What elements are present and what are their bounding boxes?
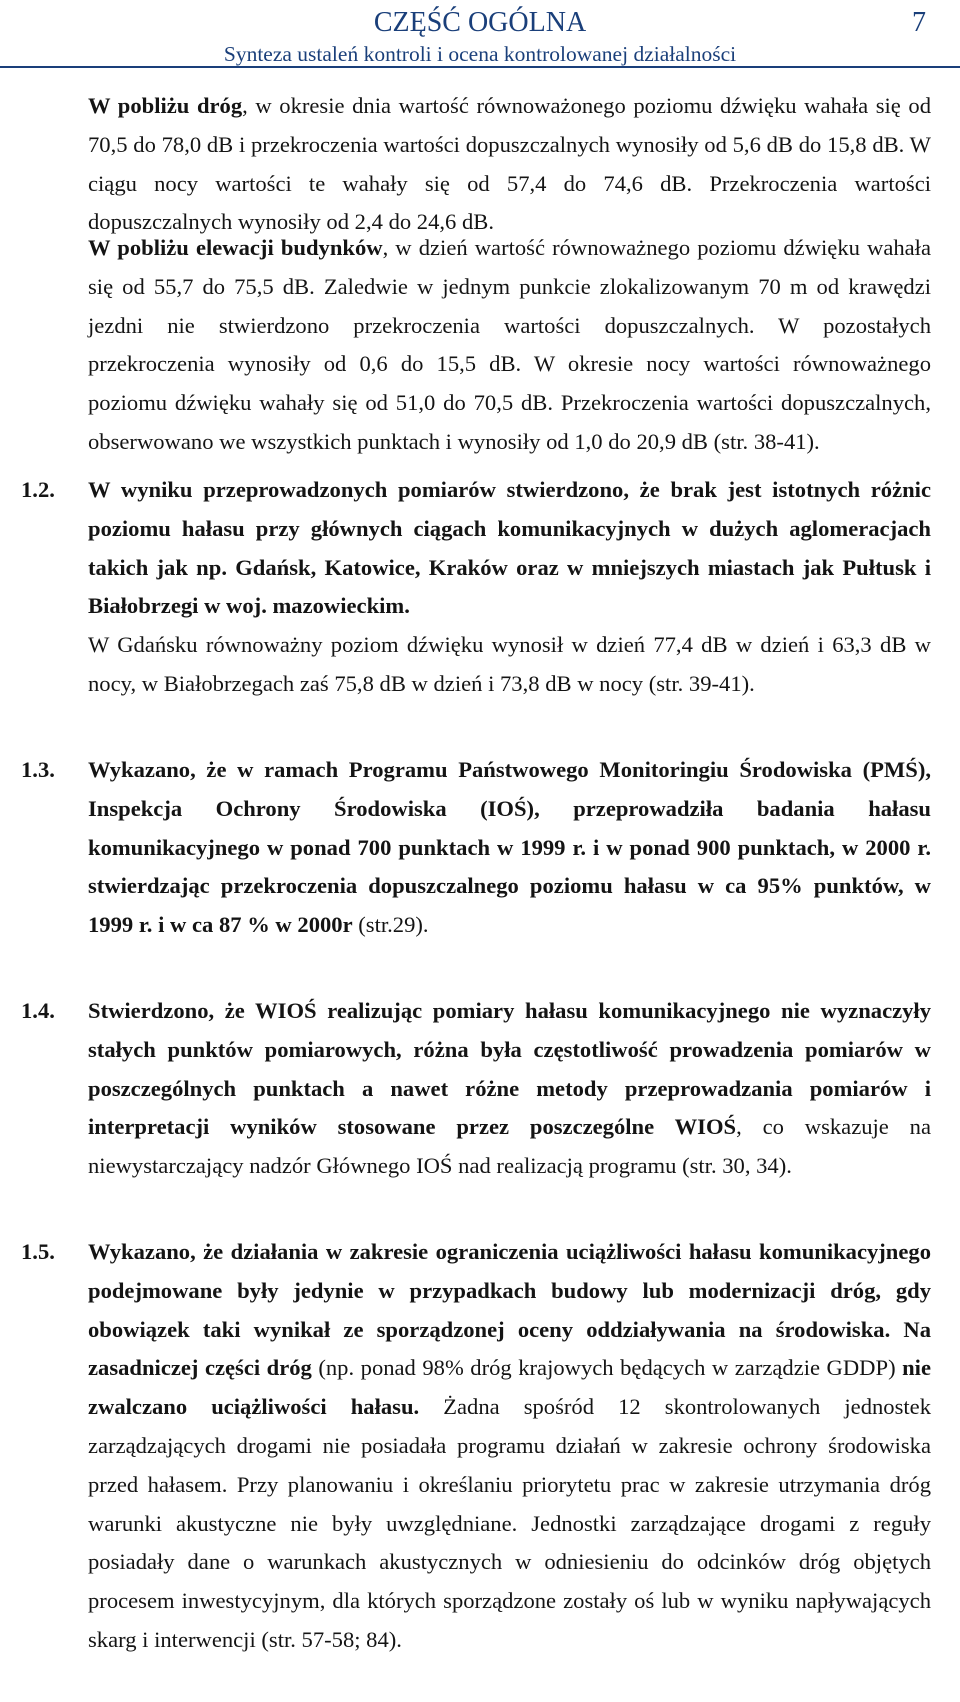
item-1-4-text: , co wskazuje na niewystarczający nadzór Głównego IOŚ nad realizacją programu (str. 30, 34).	[88, 1114, 931, 1179]
item-number-1-5: 1.5.	[21, 1239, 55, 1264]
paragraph-roads	[88, 87, 931, 242]
paragraph-facades-lead: W pobliżu elewacji budynków	[88, 235, 383, 260]
paragraph-facades	[88, 229, 931, 462]
header-subtitle: Synteza ustaleń kontroli i ocena kontrolowanej działalności	[223, 42, 737, 66]
header-divider	[0, 66, 960, 68]
item-1-5-text-mid: (np. ponad 98% dróg krajowych będących w zarządzie GDDP)	[311, 1355, 903, 1381]
item-1-5	[88, 1233, 931, 1660]
item-number-1-2: 1.2.	[21, 477, 55, 502]
item-number-1-4: 1.4.	[21, 998, 55, 1023]
item-number-1-3: 1.3.	[21, 757, 55, 782]
item-1-2	[88, 471, 931, 704]
item-1-3-bold: Wykazano, że w ramach Programu Państwowego Monitoringiu Środowiska (PMŚ), Inspekcja Ochrony Środowiska (IOŚ), przeprowadziła badania hałasu komunikacyjnego w ponad 700 punktach w 1999 r. i w ponad 900 punktach, w 2000 r. stwierdzając przekroczenia dopuszczalnego poziomu hałasu w ca 95% punktów, w 1999 r. i w ca 87 % w 2000r	[88, 757, 931, 938]
paragraph-facades-text: , w dzień wartość równoważnego poziomu dźwięku wahała się od 55,7 do 75,5 dB. Zaledwie w jednym punkcie zlokalizowanym 70 m od krawędzi jezdni nie stwierdzono przekroczenia wartości dopuszczalnych. W pozostałych przekroczenia wynosiły od 0,6 do 15,5 dB. W okresie nocy wartości równoważnego poziomu dźwięku wahały się od 51,0 do 70,5 dB. Przekroczenia wartości dopuszczalnych, obserwowano we wszystkich punktach i wynosiły od 1,0 do 20,9 dB (str. 38-41).	[88, 235, 931, 454]
item-1-4	[88, 992, 931, 1186]
item-1-4-bold: Stwierdzono, że WIOŚ realizując pomiary hałasu komunikacyjnego nie wyznaczyły stałych punktów pomiarowych, różna była częstotliwość prowadzenia pomiarów w poszczególnych punktach a nawet różne metody przeprowadzania pomiarów i interpretacji wyników stosowane przez poszczególne WIOŚ	[88, 998, 931, 1140]
page-number: 7	[912, 7, 926, 38]
header-title: CZĘŚĆ OGÓLNA	[373, 7, 587, 38]
paragraph-roads-lead: W pobliżu dróg	[88, 93, 243, 118]
paragraph-roads-text: , w okresie dnia wartość równoważonego poziomu dźwięku wahała się od 70,5 do 78,0 dB i przekroczenia wartości dopuszczalnych wynosiły od 5,6 dB do 15,8 dB. W ciągu nocy wartości te wahały się od 57,4 do 74,6 dB. Przekroczenia wartości dopuszczalnych wynosiły od 2,4 do 24,6 dB.	[88, 93, 932, 235]
item-1-2-text: W Gdańsku równoważny poziom dźwięku wynosił w dzień 77,4 dB w dzień i 63,3 dB w nocy, w Białobrzegach zaś 75,8 dB w dzień i 73,8 dB w nocy (str. 39-41).	[88, 632, 931, 696]
item-1-3-text: (str.29).	[352, 912, 429, 938]
item-1-2-bold: W wyniku przeprowadzonych pomiarów stwierdzono, że brak jest istotnych różnic poziomu hałasu przy głównych ciągach komunikacyjnych w dużych aglomeracjach takich jak np. Gdańsk, Katowice, Kraków oraz w mniejszych miastach jak Pułtusk i Białobrzegi w woj. mazowieckim.	[88, 477, 931, 619]
item-1-5-bold: Wykazano, że działania w zakresie ograniczenia uciążliwości hałasu komunikacyjnego podejmowane były jedynie w przypadkach budowy lub modernizacji dróg, gdy obowiązek taki wynikał ze sporządzonej oceny oddziaływania na środowiska. Na zasadniczej części dróg	[88, 1239, 931, 1381]
item-1-5-bold2: nie zwalczano uciążliwości hałasu.	[88, 1355, 931, 1420]
item-1-3	[88, 751, 931, 945]
item-1-5-text: Żadna spośród 12 skontrolowanych jednostek zarządzających drogami nie posiadała programu działań w zakresie ochrony środowiska przed hałasem. Przy planowaniu i określaniu priorytetu prac w zakresie utrzymania dróg warunki akustyczne nie były uwzględniane. Jednostki zarządzające drogami z reguły posiadały dane o warunkach akustycznych w odniesieniu do odcinków dróg objętych procesem inwestycyjnym, dla których sporządzone zostały oś lub w wyniku napływających skarg i interwencji (str. 57-58; 84).	[88, 1394, 931, 1652]
